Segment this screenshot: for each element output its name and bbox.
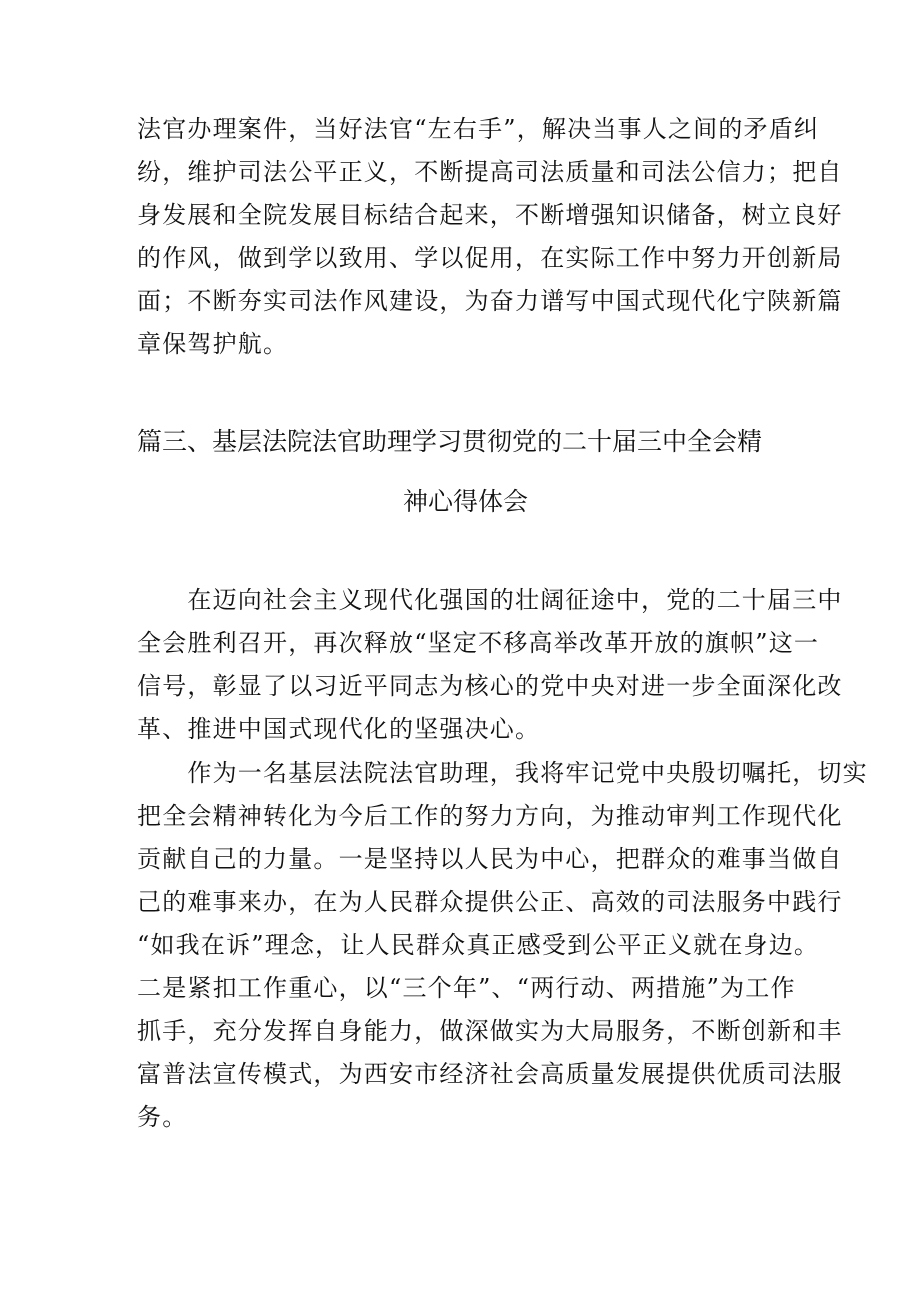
text-line: 法官办理案件，当好法官“左右手”，解决当事人之间的矛盾纠 — [137, 115, 820, 143]
text-line: 二是紧扣工作重心，以“三个年”、“两行动、两措施”为工作 — [137, 974, 796, 1002]
section-heading-line1: 篇三、基层法院法官助理学习贯彻党的二十届三中全会精 — [137, 427, 763, 456]
text-line: 革、推进中国式现代化的坚强决心。 — [137, 715, 541, 743]
text-line: 作为一名基层法院法官助理，我将牢记党中央殷切嘱托，切实 — [137, 759, 868, 787]
text-line: 面；不断夯实司法作风建设，为奋力谱写中国式现代化宁陕新篇 — [137, 287, 843, 315]
text-line: 身发展和全院发展目标结合起来，不断增强知识储备，树立良好 — [137, 201, 843, 229]
section-heading-line2: 神心得体会 — [403, 487, 529, 516]
text-line: 富普法宣传模式，为西安市经济社会高质量发展提供优质司法服 — [137, 1060, 843, 1088]
text-line: 全会胜利召开，再次释放“坚定不移高举改革开放的旗帜”这一 — [137, 629, 820, 657]
text-line: 信号，彰显了以习近平同志为核心的党中央对进一步全面深化改 — [137, 672, 843, 700]
text-line: 纷，维护司法公平正义，不断提高司法质量和司法公信力；把自 — [137, 158, 843, 186]
text-line: 抓手，充分发挥自身能力，做深做实为大局服务，不断创新和丰 — [137, 1017, 843, 1045]
text-line: 章保驾护航。 — [137, 330, 289, 358]
text-line: 把全会精神转化为今后工作的努力方向，为推动审判工作现代化 — [137, 802, 843, 830]
text-line: 己的难事来办，在为人民群众提供公正、高效的司法服务中践行 — [137, 888, 843, 916]
text-line: 的作风，做到学以致用、学以促用，在实际工作中努力开创新局 — [137, 244, 843, 272]
text-line: 贡献自己的力量。一是坚持以人民为中心，把群众的难事当做自 — [137, 845, 843, 873]
text-line: 在迈向社会主义现代化强国的壮阔征途中，党的二十届三中 — [137, 586, 843, 614]
text-line: “如我在诉”理念，让人民群众真正感受到公平正义就在身边。 — [137, 931, 820, 959]
text-line: 务。 — [137, 1103, 188, 1131]
